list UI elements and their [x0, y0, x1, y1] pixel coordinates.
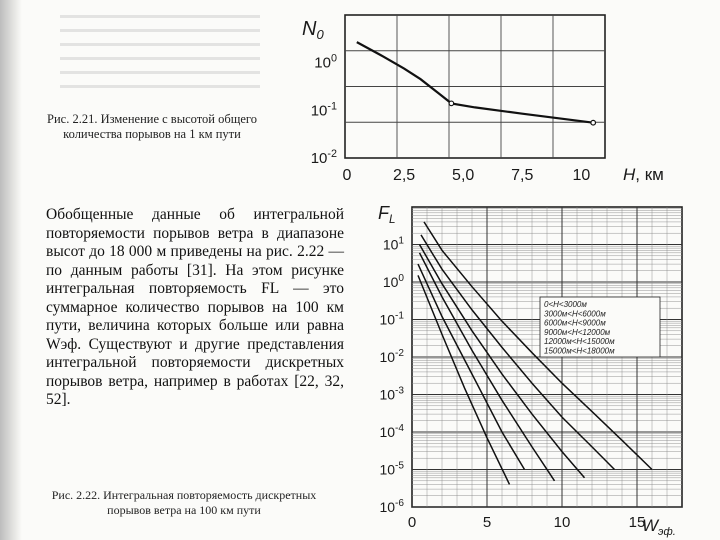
legend-entry: 12000м<H<15000м [544, 337, 615, 347]
n0-curve [357, 42, 593, 123]
figure-2-21-curve [357, 42, 596, 125]
x-tick-label: 7,5 [511, 167, 534, 184]
curve-marker [591, 120, 596, 125]
figure-2-21-grid [345, 15, 605, 158]
y-tick-label: $10^{-1}$ [310, 100, 337, 120]
y-tick-label: $10^{-2}$ [310, 148, 337, 167]
y-tick-label: $10^{-6}$ [379, 498, 404, 515]
x-tick-label: 0 [342, 167, 352, 184]
figure-2-21-axis-labels [302, 18, 664, 184]
figure-2-22-axis-labels [378, 203, 676, 538]
y-tick-label: $10^0$ [382, 273, 404, 290]
page-spine-shadow [0, 0, 22, 540]
y-tick-label: $10^{-4}$ [379, 423, 404, 440]
legend-entry: 3000м<H<6000м [544, 309, 606, 319]
figure-2-22-legend [540, 297, 660, 357]
x-axis-label: H, км [623, 165, 664, 184]
x-tick-label: 10 [572, 167, 591, 184]
curve-marker [449, 101, 454, 106]
legend-entry: 6000м<H<9000м [544, 318, 606, 328]
y-axis-label: $N_0$ [302, 18, 324, 42]
figure-2-22-chart [340, 195, 720, 540]
body-paragraph: Обобщенные данные об интегральной повторяемости порывов ветра в диапазоне высот до 18 000 м приведены на рис. 2.22 — по данным работы [31]. На этом рисунке интегральная повторяемость FL — это суммарное количество порывов на 100 км пути, величина которых больше или равна Wэф. Существуют и другие представления интегральной повторяемости дискретных порывов ветра, например в работах [22, 32, 52]. [46, 206, 344, 408]
legend-entry: 0<H<3000м [544, 300, 587, 309]
legend-entry: 9000м<H<12000м [544, 327, 611, 337]
bleed-through-texture [60, 8, 260, 88]
y-tick-label: $10^1$ [382, 235, 404, 253]
y-tick-label: $10^{-2}$ [379, 348, 404, 365]
x-tick-label: 15 [628, 514, 646, 531]
x-tick-label: 0 [407, 514, 417, 531]
y-tick-label: $10^{-5}$ [379, 460, 404, 478]
x-tick-label: 5,0 [452, 167, 475, 184]
fl-curve-5 [418, 264, 525, 469]
x-tick-label: 10 [553, 514, 571, 531]
x-axis-label: $W_{эф.}$ [642, 516, 676, 538]
figure-2-21-ticks [311, 53, 591, 184]
y-axis-label: $F_L$ [378, 203, 396, 226]
y-tick-label: $10^0$ [314, 52, 337, 72]
fl-curve-6 [418, 275, 510, 484]
figure-2-22-caption: Рис. 2.22. Интегральная повторяемость дискретных порывов ветра на 100 км пути [51, 488, 317, 517]
figure-2-21-chart [290, 0, 720, 190]
x-tick-label: 5 [482, 514, 492, 531]
x-tick-label: 2,5 [392, 167, 416, 184]
y-tick-label: $10^{-1}$ [379, 310, 404, 328]
y-tick-label: $10^{-3}$ [379, 385, 404, 403]
legend-entry: 15000м<H<18000м [544, 346, 615, 356]
figure-2-21-caption: Рис. 2.21. Изменение с высотой общего количества порывов на 1 км пути [47, 112, 257, 141]
